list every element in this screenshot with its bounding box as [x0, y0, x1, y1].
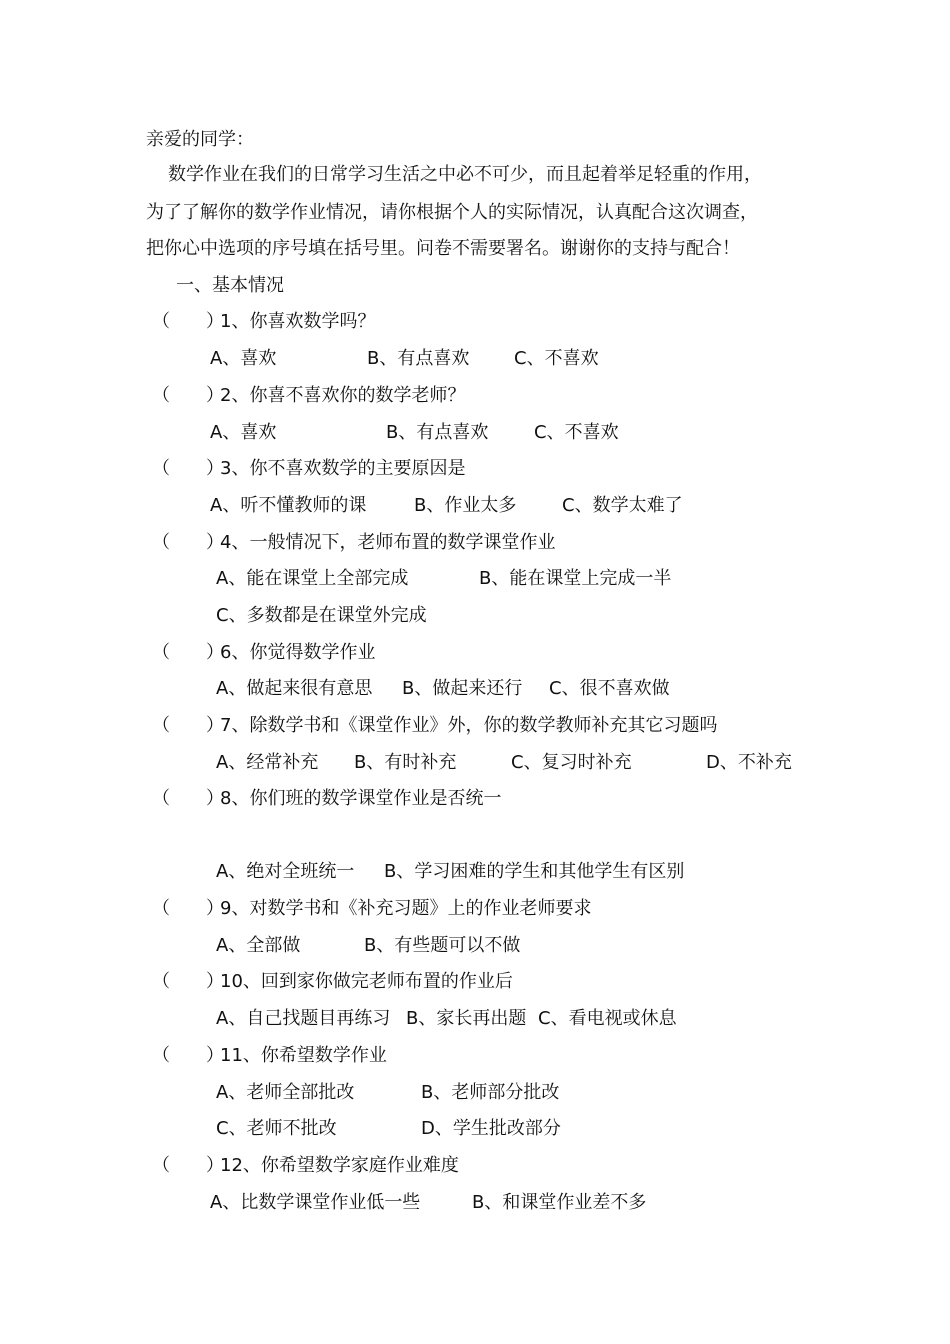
option-a: A、听不懂教师的课 [210, 495, 367, 516]
option-b: B、老师部分批改 [421, 1082, 560, 1103]
option-b: B、有时补充 [354, 752, 457, 773]
question-3-options [0, 493, 950, 519]
greeting: 亲爱的同学： [146, 129, 254, 150]
question-4-options-row-2 [0, 603, 950, 629]
question-7 [152, 713, 852, 739]
option-a: A、经常补充 [216, 752, 319, 773]
answer-blank: （ ） [152, 788, 224, 809]
option-a: A、绝对全班统一 [216, 861, 355, 882]
answer-blank: （ ） [152, 311, 224, 332]
option-d: D、学生批改部分 [421, 1118, 561, 1139]
question-text: 2、你喜不喜欢你的数学老师？ [220, 385, 466, 406]
option-c: C、复习时补充 [511, 752, 632, 773]
answer-blank: （ ） [152, 385, 224, 406]
question-text: 10、回到家你做完老师布置的作业后 [220, 971, 513, 992]
question-3 [152, 456, 852, 482]
option-b: B、作业太多 [414, 495, 517, 516]
question-10 [152, 969, 852, 995]
answer-blank: （ ） [152, 532, 224, 553]
option-a: A、比数学课堂作业低一些 [210, 1192, 421, 1213]
answer-blank: （ ） [152, 898, 224, 919]
option-d: D、不补充 [706, 752, 792, 773]
question-2 [152, 383, 852, 409]
question-12 [152, 1153, 852, 1179]
option-a: A、自己找题目再练习 [216, 1008, 391, 1029]
option-a: A、喜欢 [210, 422, 277, 443]
question-8-options [0, 859, 950, 885]
answer-blank: （ ） [152, 1155, 224, 1176]
option-b: B、有点喜欢 [367, 348, 470, 369]
question-8 [152, 786, 852, 812]
question-11-options-row-2 [0, 1116, 950, 1142]
question-text: 7、除数学书和《课堂作业》外，你的数学教师补充其它习题吗 [220, 715, 718, 736]
question-9 [152, 896, 852, 922]
option-b: B、有些题可以不做 [364, 935, 521, 956]
option-c: C、数学太难了 [562, 495, 683, 516]
intro-line-3: 把你心中选项的序号填在括号里。问卷不需要署名。谢谢你的支持与配合！ [146, 238, 740, 259]
option-b: B、家长再出题 [406, 1008, 527, 1029]
question-text: 9、对数学书和《补充习题》上的作业老师要求 [220, 898, 592, 919]
intro-line-2: 为了了解你的数学作业情况，请你根据个人的实际情况，认真配合这次调查， [146, 202, 758, 223]
question-text: 3、你不喜欢数学的主要原因是 [220, 458, 466, 479]
option-c: C、不喜欢 [514, 348, 599, 369]
option-c: C、不喜欢 [534, 422, 619, 443]
option-a: A、能在课堂上全部完成 [216, 568, 409, 589]
answer-blank: （ ） [152, 971, 224, 992]
question-text: 12、你希望数学家庭作业难度 [220, 1155, 459, 1176]
question-6-options [0, 676, 950, 702]
question-2-options [0, 420, 950, 446]
question-7-options [0, 750, 950, 776]
question-6 [152, 640, 852, 666]
option-c: C、很不喜欢做 [549, 678, 670, 699]
option-b: B、和课堂作业差不多 [472, 1192, 647, 1213]
option-a: A、老师全部批改 [216, 1082, 355, 1103]
option-c: C、看电视或休息 [538, 1008, 677, 1029]
question-11 [152, 1043, 852, 1069]
option-b: B、能在课堂上完成一半 [479, 568, 672, 589]
answer-blank: （ ） [152, 1045, 224, 1066]
question-text: 6、你觉得数学作业 [220, 642, 376, 663]
option-b: B、学习困难的学生和其他学生有区别 [384, 861, 685, 882]
option-c: C、老师不批改 [216, 1118, 337, 1139]
question-9-options [0, 933, 950, 959]
section-title: 一、基本情况 [176, 275, 284, 296]
question-4-options-row-1 [0, 566, 950, 592]
option-b: B、有点喜欢 [386, 422, 489, 443]
option-c: C、多数都是在课堂外完成 [216, 605, 427, 626]
question-1-options [0, 346, 950, 372]
answer-blank: （ ） [152, 458, 224, 479]
option-a: A、做起来很有意思 [216, 678, 373, 699]
question-text: 11、你希望数学作业 [220, 1045, 387, 1066]
option-b: B、做起来还行 [402, 678, 523, 699]
question-11-options-row-1 [0, 1080, 950, 1106]
question-text: 8、你们班的数学课堂作业是否统一 [220, 788, 502, 809]
question-12-options [0, 1190, 950, 1216]
question-1 [152, 309, 852, 335]
intro-line-1: 数学作业在我们的日常学习生活之中必不可少，而且起着举足轻重的作用， [168, 164, 762, 185]
answer-blank: （ ） [152, 642, 224, 663]
option-a: A、全部做 [216, 935, 301, 956]
question-10-options [0, 1006, 950, 1032]
question-text: 4、一般情况下，老师布置的数学课堂作业 [220, 532, 556, 553]
option-a: A、喜欢 [210, 348, 277, 369]
answer-blank: （ ） [152, 715, 224, 736]
question-text: 1、你喜欢数学吗？ [220, 311, 376, 332]
question-4 [152, 530, 852, 556]
